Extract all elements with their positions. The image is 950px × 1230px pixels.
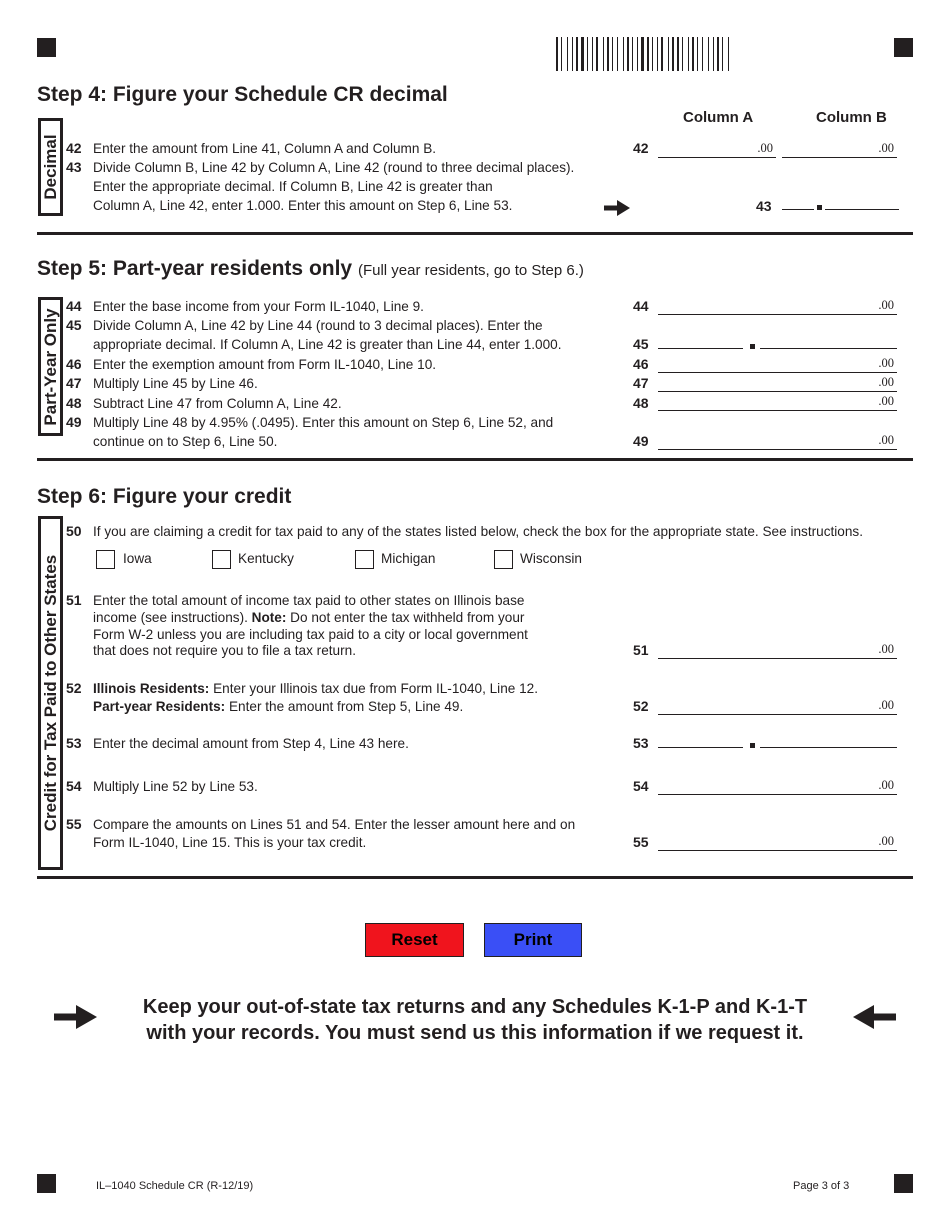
records-notice-line-1: Keep your out-of-state tax returns and any Schedules K-1-P and K-1-T	[142, 996, 808, 1018]
step5-side-box	[38, 297, 63, 436]
step6-title: Step 6: Figure your credit	[37, 485, 292, 508]
page-number: Page 3 of 3	[793, 1180, 850, 1192]
line-54-field-number: 54	[633, 778, 649, 794]
line-43-decimal-field[interactable]	[825, 192, 899, 210]
barcode	[556, 37, 752, 71]
line-54-cents: .00	[878, 778, 894, 792]
step6-divider	[37, 876, 913, 879]
barcode-bar	[645, 37, 646, 71]
barcode-bar	[713, 37, 714, 71]
line-48-field-number: 48	[633, 395, 649, 411]
barcode-bar	[556, 37, 558, 71]
barcode-bar	[710, 37, 712, 71]
step5-note: (Full year residents, go to Step 6.)	[357, 262, 584, 279]
line-46-cents: .00	[878, 356, 894, 370]
line-49-text-1: Multiply Line 48 by 4.95% (.0495). Enter this amount on Step 6, Line 52, and	[93, 415, 554, 430]
line-55-field[interactable]	[658, 833, 897, 851]
barcode-bar	[695, 37, 696, 71]
barcode-bar	[625, 37, 626, 71]
records-notice-line-2: with your records. You must send us this information if we request it.	[146, 1022, 804, 1044]
line-49-number: 49	[66, 414, 82, 430]
line-45-decimal-field[interactable]	[760, 331, 897, 349]
barcode-bar	[708, 37, 709, 71]
line-48-number: 48	[66, 395, 82, 411]
line-53-field-number: 53	[633, 735, 649, 751]
step6-side-label: Credit for Tax Paid to Other States	[40, 554, 60, 832]
records-notice	[100, 994, 850, 1046]
barcode-bar	[675, 37, 676, 71]
barcode-bar	[559, 37, 560, 71]
barcode-bar	[596, 37, 598, 71]
line-53-text: Enter the decimal amount from Step 4, Line 43 here.	[93, 736, 409, 751]
line-43-text-1: Divide Column B, Line 42 by Column A, Line 42 (round to three decimal places).	[93, 160, 575, 175]
line-55-number: 55	[66, 816, 82, 832]
barcode-bar	[717, 37, 719, 71]
line-52-text-2-body: Enter the amount from Step 5, Line 49.	[225, 699, 464, 714]
barcode-bar	[647, 37, 649, 71]
line-44-number: 44	[66, 298, 82, 314]
right-arrow-icon	[54, 1005, 97, 1029]
line-43-whole-field[interactable]	[782, 192, 814, 210]
barcode-bar	[612, 37, 613, 71]
right-arrow-icon	[604, 200, 630, 216]
step5-side-label: Part-Year Only	[40, 307, 60, 426]
barcode-bar	[563, 37, 566, 71]
barcode-bar	[574, 37, 575, 71]
barcode-bar	[641, 37, 644, 71]
barcode-bar	[637, 37, 638, 71]
decimal-point	[817, 205, 822, 210]
barcode-bar	[682, 37, 683, 71]
barcode-bar	[715, 37, 716, 71]
barcode-bar	[623, 37, 624, 71]
line-50-text: If you are claiming a credit for tax paid to any of the states listed below, check the box for the appropriate state. See instructions.	[93, 524, 863, 539]
barcode-bar	[592, 37, 593, 71]
reset-button[interactable]: Reset	[365, 923, 464, 957]
barcode-bar	[603, 37, 604, 71]
registration-mark-top-right	[894, 38, 913, 57]
step4-side-label: Decimal	[40, 134, 60, 200]
barcode-bar	[690, 37, 691, 71]
michigan-label: Michigan	[381, 551, 436, 566]
line-51-text-3: Form W-2 unless you are including tax paid to a city or local government	[93, 627, 528, 642]
line-52-field[interactable]	[658, 697, 897, 715]
barcode-bar	[654, 37, 656, 71]
barcode-bar	[668, 37, 669, 71]
line-47-field[interactable]	[658, 374, 897, 392]
line-44-field[interactable]	[658, 297, 897, 315]
line-51-text-1: Enter the total amount of income tax paid to other states on Illinois base	[93, 593, 525, 608]
barcode-bar	[702, 37, 703, 71]
line-42-column-b-field[interactable]	[782, 140, 897, 158]
line-51-note-label: Note:	[251, 610, 287, 625]
barcode-bar	[572, 37, 573, 71]
line-51-text-2a: income (see instructions).	[93, 610, 252, 625]
line-45-field-number: 45	[633, 336, 649, 352]
part-year-residents-label: Part-year Residents:	[93, 699, 226, 714]
line-49-cents: .00	[878, 433, 894, 447]
iowa-checkbox[interactable]	[96, 550, 115, 569]
wisconsin-checkbox[interactable]	[494, 550, 513, 569]
barcode-bar	[730, 37, 732, 71]
barcode-bar	[617, 37, 618, 71]
line-42-field-number: 42	[633, 140, 649, 156]
line-49-text-2: continue on to Step 6, Line 50.	[93, 434, 278, 449]
barcode-bar	[724, 37, 727, 71]
line-51-text-4: that does not require you to file a tax return.	[93, 643, 356, 658]
step5-title	[37, 257, 584, 281]
line-44-text: Enter the base income from your Form IL-1040, Line 9.	[93, 299, 424, 314]
line-52-text-1	[93, 679, 538, 698]
kentucky-label: Kentucky	[238, 551, 294, 566]
barcode-bar	[634, 37, 636, 71]
barcode-bar	[632, 37, 633, 71]
line-55-field-number: 55	[633, 834, 649, 850]
line-53-decimal-field[interactable]	[760, 730, 897, 748]
line-44-cents: .00	[878, 298, 894, 312]
barcode-bar	[720, 37, 721, 71]
line-46-field-number: 46	[633, 356, 649, 372]
line-47-number: 47	[66, 375, 82, 391]
iowa-label: Iowa	[123, 551, 152, 566]
barcode-bar	[697, 37, 698, 71]
line-46-number: 46	[66, 356, 82, 372]
kentucky-checkbox[interactable]	[212, 550, 231, 569]
barcode-bar	[688, 37, 689, 71]
print-button[interactable]: Print	[484, 923, 582, 957]
line-43-field-number: 43	[756, 198, 772, 214]
line-54-field[interactable]	[658, 777, 897, 795]
line-55-text-1: Compare the amounts on Lines 51 and 54. Enter the lesser amount here and on	[93, 817, 576, 832]
barcode-bar	[659, 37, 660, 71]
barcode-bar	[650, 37, 651, 71]
line-54-text: Multiply Line 52 by Line 53.	[93, 779, 258, 794]
line-52-field-number: 52	[633, 698, 649, 714]
line-51-cents: .00	[878, 642, 894, 656]
line-45-text-2: appropriate decimal. If Column A, Line 42 is greater than Line 44, enter 1.000.	[93, 337, 562, 352]
line-49-field-number: 49	[633, 433, 649, 449]
line-54-number: 54	[66, 778, 82, 794]
line-52-text-1-body: Enter your Illinois tax due from Form IL-1040, Line 12.	[209, 681, 539, 696]
line-44-field-number: 44	[633, 298, 649, 314]
line-42-number: 42	[66, 140, 82, 156]
barcode-bar	[657, 37, 658, 71]
barcode-bar	[614, 37, 616, 71]
barcode-bar	[664, 37, 667, 71]
line-45-whole-field[interactable]	[658, 331, 743, 349]
line-52-text-2	[93, 697, 463, 716]
step4-title: Step 4: Figure your Schedule CR decimal	[37, 83, 448, 106]
step5-title-text: Step 5: Part-year residents only	[37, 257, 353, 280]
michigan-checkbox[interactable]	[355, 550, 374, 569]
barcode-bar	[652, 37, 653, 71]
barcode-bar	[585, 37, 586, 71]
barcode-bar	[619, 37, 622, 71]
decimal-point	[750, 344, 755, 349]
registration-mark-bottom-left	[37, 1174, 56, 1193]
barcode-bar	[569, 37, 571, 71]
column-b-header: Column B	[816, 109, 887, 126]
line-47-field-number: 47	[633, 375, 649, 391]
barcode-bar	[627, 37, 629, 71]
line-46-field[interactable]	[658, 355, 897, 373]
line-46-text: Enter the exemption amount from Form IL-1040, Line 10.	[93, 357, 437, 372]
column-a-header: Column A	[683, 109, 754, 126]
barcode-bar	[581, 37, 584, 71]
barcode-bar	[605, 37, 606, 71]
wisconsin-label: Wisconsin	[520, 551, 582, 566]
barcode-bar	[639, 37, 640, 71]
form-identifier: IL–1040 Schedule CR (R-12/19)	[96, 1180, 254, 1192]
barcode-bar	[599, 37, 602, 71]
step5-divider	[37, 458, 913, 461]
line-45-number: 45	[66, 317, 82, 333]
barcode-bar	[692, 37, 694, 71]
line-48-field[interactable]	[658, 393, 897, 411]
line-53-number: 53	[66, 735, 82, 751]
barcode-bar	[680, 37, 681, 71]
barcode-bar	[677, 37, 679, 71]
line-52-number: 52	[66, 680, 82, 696]
line-42-column-b-cents: .00	[878, 141, 894, 155]
barcode-bar	[561, 37, 562, 71]
barcode-bar	[589, 37, 591, 71]
barcode-bar	[661, 37, 663, 71]
line-55-cents: .00	[878, 834, 894, 848]
barcode-bar	[576, 37, 578, 71]
barcode-bar	[722, 37, 723, 71]
barcode-bar	[579, 37, 580, 71]
barcode-bar	[670, 37, 671, 71]
step4-divider	[37, 232, 913, 235]
line-55-text-2: Form IL-1040, Line 15. This is your tax credit.	[93, 835, 367, 850]
line-50-number: 50	[66, 523, 82, 539]
illinois-residents-label: Illinois Residents:	[93, 681, 210, 696]
barcode-bar	[704, 37, 707, 71]
decimal-point	[750, 743, 755, 748]
barcode-bar	[610, 37, 611, 71]
line-51-number: 51	[66, 592, 82, 608]
barcode-bar	[587, 37, 588, 71]
line-43-number: 43	[66, 159, 82, 175]
line-51-field-number: 51	[633, 642, 649, 658]
barcode-bar	[728, 37, 729, 71]
barcode-bar	[630, 37, 631, 71]
line-43-text-2: Enter the appropriate decimal. If Column B, Line 42 is greater than	[93, 179, 493, 194]
barcode-bar	[567, 37, 568, 71]
barcode-bar	[684, 37, 687, 71]
line-42-column-a-cents: .00	[757, 141, 773, 155]
line-45-text-1: Divide Column A, Line 42 by Line 44 (round to 3 decimal places). Enter the	[93, 318, 543, 333]
line-43-text-3: Column A, Line 42, enter 1.000. Enter this amount on Step 6, Line 53.	[93, 198, 513, 213]
barcode-bar	[594, 37, 595, 71]
line-47-text: Multiply Line 45 by Line 46.	[93, 376, 258, 391]
line-53-whole-field[interactable]	[658, 730, 743, 748]
line-48-cents: .00	[878, 394, 894, 408]
left-arrow-icon	[853, 1005, 896, 1029]
line-42-column-a-field[interactable]	[658, 140, 776, 158]
line-48-text: Subtract Line 47 from Column A, Line 42.	[93, 396, 342, 411]
barcode-bar	[607, 37, 609, 71]
line-51-field[interactable]	[658, 641, 897, 659]
barcode-bar	[699, 37, 701, 71]
step4-side-box	[38, 118, 63, 216]
line-42-text: Enter the amount from Line 41, Column A and Column B.	[93, 141, 437, 156]
step6-side-box	[38, 516, 63, 870]
registration-mark-top-left	[37, 38, 56, 57]
line-51-text-2c: Do not enter the tax withheld from your	[286, 610, 525, 625]
registration-mark-bottom-right	[894, 1174, 913, 1193]
barcode-bar	[672, 37, 674, 71]
line-49-field[interactable]	[658, 432, 897, 450]
line-52-cents: .00	[878, 698, 894, 712]
line-47-cents: .00	[878, 375, 894, 389]
